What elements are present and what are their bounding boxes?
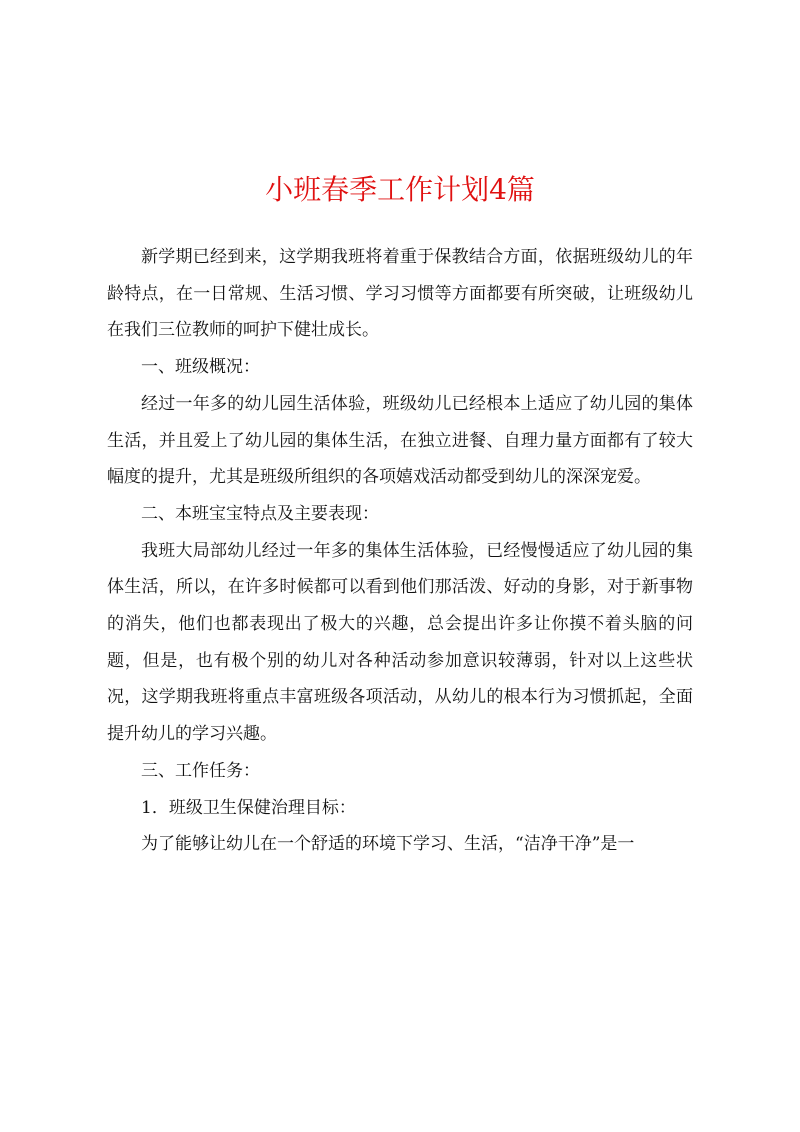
document-body — [107, 239, 693, 863]
class-overview-paragraph: 经过一年多的幼儿园生活体验，班级幼儿已经根本上适应了幼儿园的集体生活，并且爱上了幼儿园的集体生活，在独立进餐、自理力量方面都有了较大幅度的提升，尤其是班级所组织的各项嬉戏活动都受到幼儿的深深宠爱。 — [107, 393, 693, 488]
document-title: 小班春季工作计划4篇 — [265, 173, 535, 206]
section-heading-characteristics: 二、本班宝宝特点及主要表现： — [141, 503, 379, 524]
section-heading-class-overview: 一、班级概况： — [141, 357, 260, 378]
characteristics-paragraph: 我班大局部幼儿经过一年多的集体生活体验，已经慢慢适应了幼儿园的集体生活，所以，在许多时候都可以看到他们那活泼、好动的身影，对于新事物的消失，他们也都表现出了极大的兴趣，总会提出许多让你摸不着头脑的问题，但是，也有极个别的幼儿对各种活动参加意识较薄弱，针对以上这些状况，这学期我班将重点丰富班级各项活动，从幼儿的根本行为习惯抓起，全面提升幼儿的学习兴趣。 — [107, 540, 693, 745]
hygiene-paragraph: 为了能够让幼儿在一个舒适的环境下学习、生活，“洁净干净”是一 — [141, 834, 635, 855]
section-heading-tasks: 三、工作任务： — [141, 760, 260, 781]
intro-paragraph: 新学期已经到来，这学期我班将着重于保教结合方面，依据班级幼儿的年龄特点，在一日常规、生活习惯、学习习惯等方面都要有所突破，让班级幼儿在我们三位教师的呵护下健壮成长。 — [107, 247, 693, 341]
subsection-heading-hygiene: 1．班级卫生保健治理目标： — [141, 797, 356, 818]
